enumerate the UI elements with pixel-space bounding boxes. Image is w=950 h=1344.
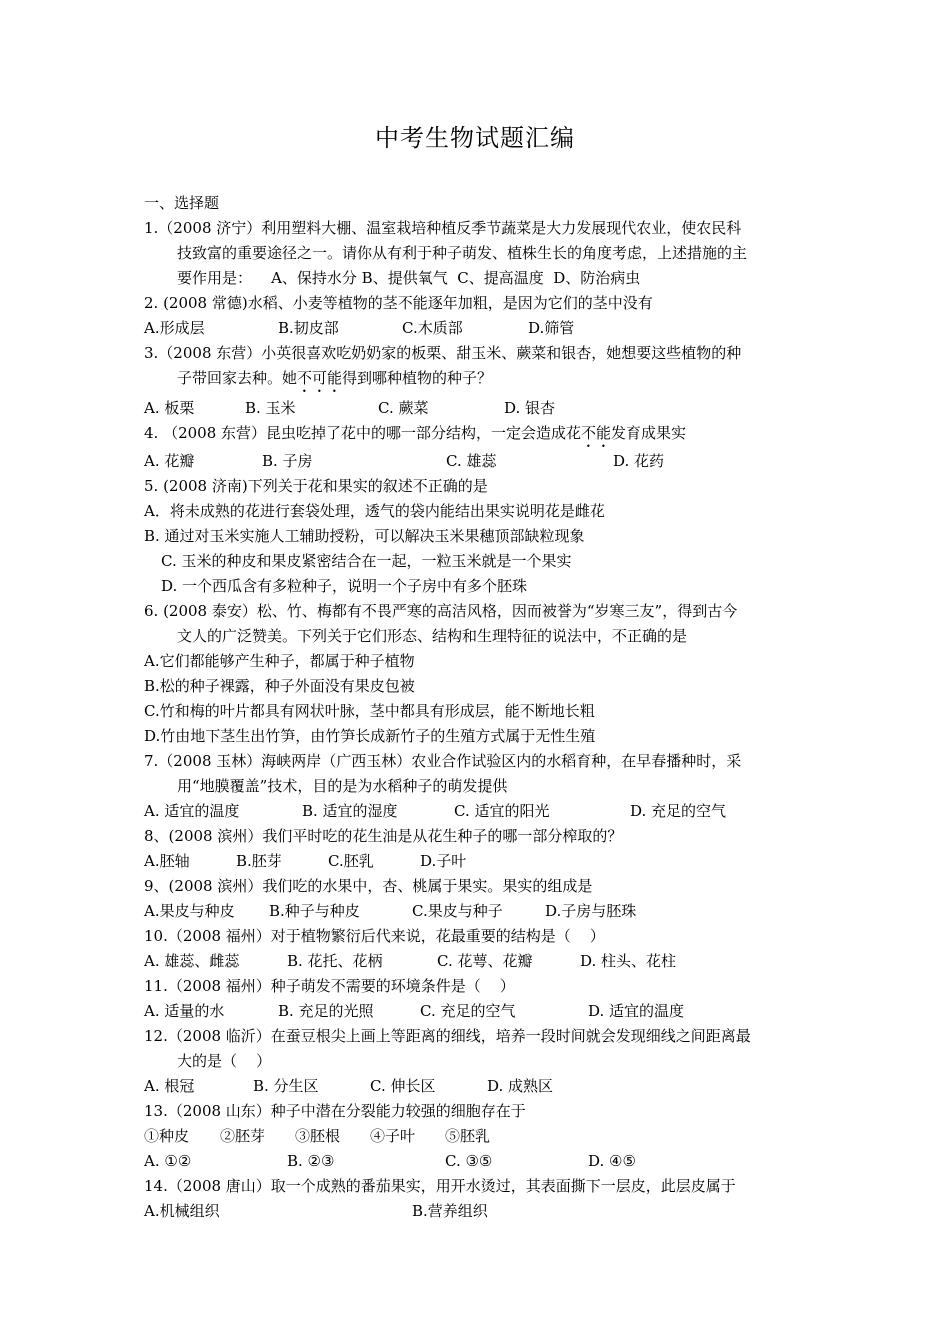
q5-option-d: D. 一个西瓜含有多粒种子，说明一个子房中有多个胚珠 (161, 577, 528, 595)
q3-option-c: C. 蕨菜 (378, 399, 429, 417)
q10-option-c: C. 花萼、花瓣 (437, 952, 533, 970)
q6-option-d: D.竹由地下茎生出竹笋，由竹笋长成新竹子的生殖方式属于无性生殖 (144, 727, 596, 745)
q7-line2: 用“地膜覆盖”技术，目的是为水稻种子的萌发提供 (177, 777, 508, 795)
q11-option-a: A. 适量的水 (144, 1002, 225, 1020)
q11-option-c: C. 充足的空气 (420, 1002, 516, 1020)
q13-item-4: ④子叶 (370, 1127, 416, 1145)
q5-option-c: C. 玉米的种皮和果皮紧密结合在一起，一粒玉米就是一个果实 (161, 552, 572, 570)
q1-line3: 要作用是： A、保持水分 B、提供氧气 C、提高温度 D、防治病虫 (177, 269, 641, 287)
q10-option-b: B. 花托、花柄 (287, 952, 383, 970)
q6-line2: 文人的广泛赞美。下列关于它们形态、结构和生理特征的说法中，不正确的是 (177, 627, 688, 645)
q3-line1: 3.（2008 东营）小英很喜欢吃奶奶家的板栗、甜玉米、蕨菜和银杏，她想要这些植物的种 (144, 344, 742, 362)
q5-stem: 5. (2008 济南)下列关于花和果实的叙述不正确的是 (144, 477, 488, 495)
q13-item-5: ⑤胚乳 (445, 1127, 491, 1145)
q10-option-d: D. 柱头、花柱 (580, 952, 677, 970)
q10-stem: 10.（2008 福州）对于植物繁衍后代来说，花最重要的结构是（ ） (144, 927, 605, 945)
q12-line1: 12.（2008 临沂）在蚕豆根尖上画上等距离的细线，培养一段时间就会发现细线之间距离最 (144, 1027, 751, 1045)
q6-line1: 6. (2008 泰安）松、竹、梅都有不畏严寒的高洁风格，因而被誉为“岁寒三友”，得到古今 (144, 602, 738, 620)
q8-option-a: A.胚轴 (144, 852, 190, 870)
q3-option-a: A. 板栗 (144, 399, 195, 417)
q13-item-2: ②胚芽 (220, 1127, 266, 1145)
q14-stem: 14.（2008 唐山）取一个成熟的番茄果实，用开水烫过，其表面撕下一层皮，此层皮属于 (144, 1177, 736, 1195)
q8-option-c: C.胚乳 (328, 852, 374, 870)
q11-option-d: D. 适宜的温度 (588, 1002, 685, 1020)
q12-option-b: B. 分生区 (253, 1077, 319, 1095)
q6-option-b: B.松的种子裸露，种子外面没有果皮包被 (144, 677, 415, 695)
q4-stem-part3: 发育成果实 (611, 424, 687, 442)
q7-line1: 7.（2008 玉林）海峡两岸（广西玉林）农业合作试验区内的水稻育种，在早春播种时，采 (144, 752, 742, 770)
q4-emphasis: 不能 (581, 424, 612, 442)
q2-stem: 2. (2008 常德)水稻、小麦等植物的茎不能逐年加粗，是因为它们的茎中没有 (144, 294, 653, 312)
q13-option-c: C. ③⑤ (445, 1152, 493, 1170)
q13-option-d: D. ④⑤ (588, 1152, 636, 1170)
q8-option-d: D.子叶 (420, 852, 467, 870)
q8-stem: 8、(2008 滨州）我们平时吃的花生油是从花生种子的哪一部分榨取的？ (144, 827, 623, 845)
q5-option-b: B. 通过对玉米实施人工辅助授粉，可以解决玉米果穗顶部缺粒现象 (144, 527, 585, 545)
q13-stem: 13.（2008 山东）种子中潜在分裂能力较强的细胞存在于 (144, 1102, 526, 1120)
q4-option-c: C. 雄蕊 (446, 452, 497, 470)
q14-option-b: B.营养组织 (412, 1202, 488, 1220)
q14-option-a: A.机械组织 (144, 1202, 220, 1220)
q11-stem: 11.（2008 福州）种子萌发不需要的环境条件是（ ） (144, 977, 515, 995)
q12-option-c: C. 伸长区 (370, 1077, 436, 1095)
q9-option-c: C.果皮与种子 (412, 902, 503, 920)
q2-option-d: D.筛管 (528, 319, 575, 337)
q9-option-d: D.子房与胚珠 (545, 902, 637, 920)
q4-stem-part1: 4. （2008 东营）昆虫吃掉了花中的哪一部分结构，一定会造成花 (144, 424, 582, 442)
q7-option-c: C. 适宜的阳光 (454, 802, 550, 820)
q13-item-1: ①种皮 (144, 1127, 190, 1145)
q8-option-b: B.胚芽 (236, 852, 282, 870)
q13-option-b: B. ②③ (287, 1152, 335, 1170)
q7-option-b: B. 适宜的湿度 (302, 802, 398, 820)
q3-line2 (177, 368, 492, 388)
page-title: 中考生物试题汇编 (375, 124, 575, 152)
q2-option-c: C.木质部 (402, 319, 463, 337)
q5-option-a: A．将未成熟的花进行套袋处理，透气的袋内能结出果实说明花是雌花 (144, 502, 605, 520)
q7-option-d: D. 充足的空气 (630, 802, 727, 820)
q10-option-a: A. 雄蕊、雌蕊 (144, 952, 240, 970)
q3-option-b: B. 玉米 (245, 399, 296, 417)
q2-option-b: B.韧皮部 (278, 319, 339, 337)
q13-option-a: A. ①② (144, 1152, 192, 1170)
q7-option-a: A. 适宜的温度 (144, 802, 240, 820)
q9-option-a: A.果皮与种皮 (144, 902, 235, 920)
q4-option-a: A. 花瓣 (144, 452, 195, 470)
q4-stem (144, 423, 686, 443)
q2-option-a: A.形成层 (144, 319, 205, 337)
section-heading: 一、选择题 (144, 194, 220, 212)
q11-option-b: B. 充足的光照 (278, 1002, 374, 1020)
q6-option-c: C.竹和梅的叶片都具有网状叶脉，茎中都具有形成层，能不断地长粗 (144, 702, 595, 720)
q12-option-d: D. 成熟区 (487, 1077, 554, 1095)
q3-emphasis: 不可能 (297, 369, 343, 387)
q9-stem: 9、(2008 滨州）我们吃的水果中，杏、桃属于果实。果实的组成是 (144, 877, 593, 895)
q1-line2: 技致富的重要途径之一。请你从有利于种子萌发、植株生长的角度考虑，上述措施的主 (177, 244, 748, 262)
q9-option-b: B.种子与种皮 (269, 902, 360, 920)
q3-line2-part3: 得到哪种植物的种子？ (342, 369, 493, 387)
q12-option-a: A. 根冠 (144, 1077, 195, 1095)
q4-option-d: D. 花药 (613, 452, 665, 470)
q12-line2: 大的是（ ） (177, 1052, 272, 1070)
q13-item-3: ③胚根 (295, 1127, 341, 1145)
q1-line1: 1.（2008 济宁）利用塑料大棚、温室栽培种植反季节蔬菜是大力发展现代农业，使农民科 (144, 219, 742, 237)
q3-line2-part1: 子带回家去种。她 (177, 369, 298, 387)
q6-option-a: A.它们都能够产生种子，都属于种子植物 (144, 652, 415, 670)
q3-option-d: D. 银杏 (504, 399, 556, 417)
q4-option-b: B. 子房 (262, 452, 313, 470)
